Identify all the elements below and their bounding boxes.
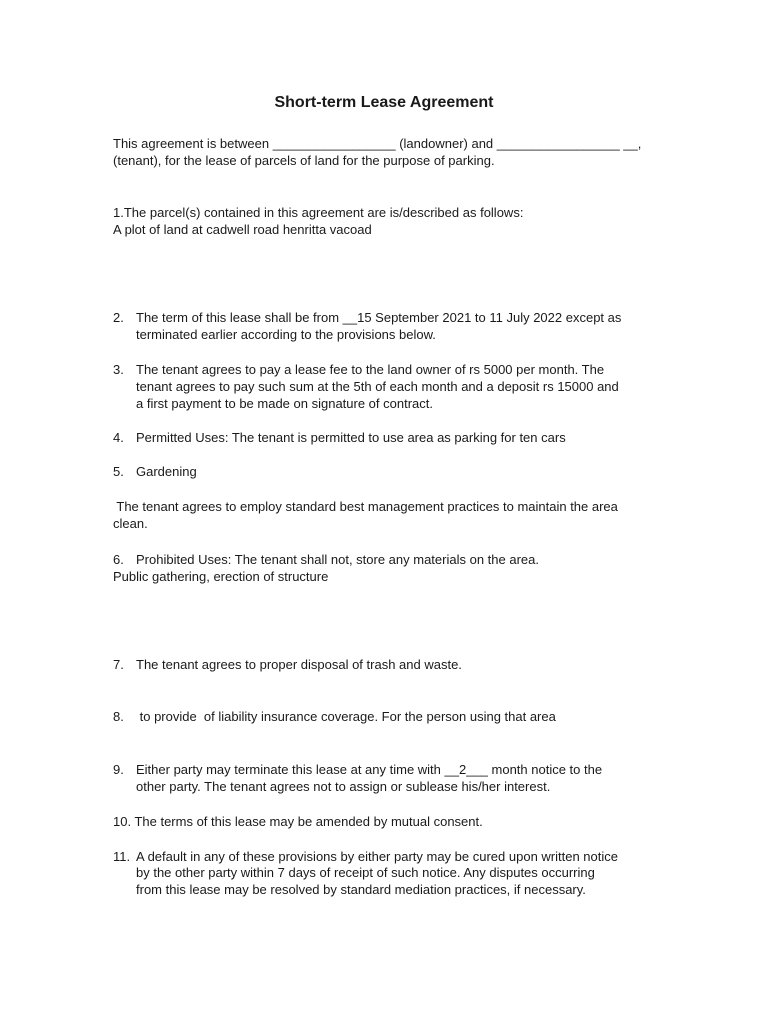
intro-line-2: (tenant), for the lease of parcels of land for the purpose of parking.: [113, 153, 495, 168]
item-number: 7.: [113, 657, 124, 672]
item-text-line: The tenant agrees to proper disposal of trash and waste.: [136, 657, 462, 672]
item-text-line: Either party may terminate this lease at any time with __2___ month notice to the: [136, 762, 603, 777]
clause-1-line-2: A plot of land at cadwell road henritta vacoad: [113, 222, 372, 237]
item-text-line: Prohibited Uses: The tenant shall not, store any materials on the area.: [136, 552, 539, 567]
item-number: 5.: [113, 464, 124, 479]
item-text-line: terminated earlier according to the provisions below.: [136, 327, 436, 342]
gardening-note-line-2: clean.: [113, 516, 148, 531]
item-text-line: tenant agrees to pay such sum at the 5th of each month and a deposit rs 15000 and: [136, 379, 619, 394]
item-text-line: The tenant agrees to pay a lease fee to the land owner of rs 5000 per month. The: [136, 362, 605, 377]
item-text-line: The term of this lease shall be from __15 September 2021 to 11 July 2022 except as: [136, 310, 622, 325]
gardening-note-line-1: The tenant agrees to employ standard best management practices to maintain the area: [113, 499, 618, 514]
item-text-line: other party. The tenant agrees not to assign or sublease his/her interest.: [136, 779, 551, 794]
item-text-line: to provide of liability insurance coverage. For the person using that area: [136, 709, 556, 724]
item-number: 6.: [113, 552, 124, 567]
prohibited-uses-extra: Public gathering, erection of structure: [113, 569, 329, 584]
item-number: 2.: [113, 310, 124, 325]
item-text-line: from this lease may be resolved by standard mediation practices, if necessary.: [136, 882, 586, 897]
item-text-line: by the other party within 7 days of receipt of such notice. Any disputes occurring: [136, 865, 595, 880]
item-number: 3.: [113, 362, 124, 377]
item-text-line: a first payment to be made on signature of contract.: [136, 396, 433, 411]
item-number: 11.: [113, 849, 131, 864]
document-title: Short-term Lease Agreement: [274, 94, 494, 111]
intro-line-1: This agreement is between _________________ (landowner) and _________________ __,: [113, 136, 642, 151]
item-10: 10. The terms of this lease may be amended by mutual consent.: [113, 814, 483, 829]
item-number: 9.: [113, 762, 124, 777]
clause-1-line-1: 1.The parcel(s) contained in this agreement are is/described as follows:: [113, 205, 524, 220]
item-number: 8.: [113, 709, 124, 724]
item-text-line: A default in any of these provisions by either party may be cured upon written notice: [136, 849, 618, 864]
item-number: 4.: [113, 430, 124, 445]
item-text-line: Gardening: [136, 464, 197, 479]
item-text-line: Permitted Uses: The tenant is permitted to use area as parking for ten cars: [136, 430, 566, 445]
